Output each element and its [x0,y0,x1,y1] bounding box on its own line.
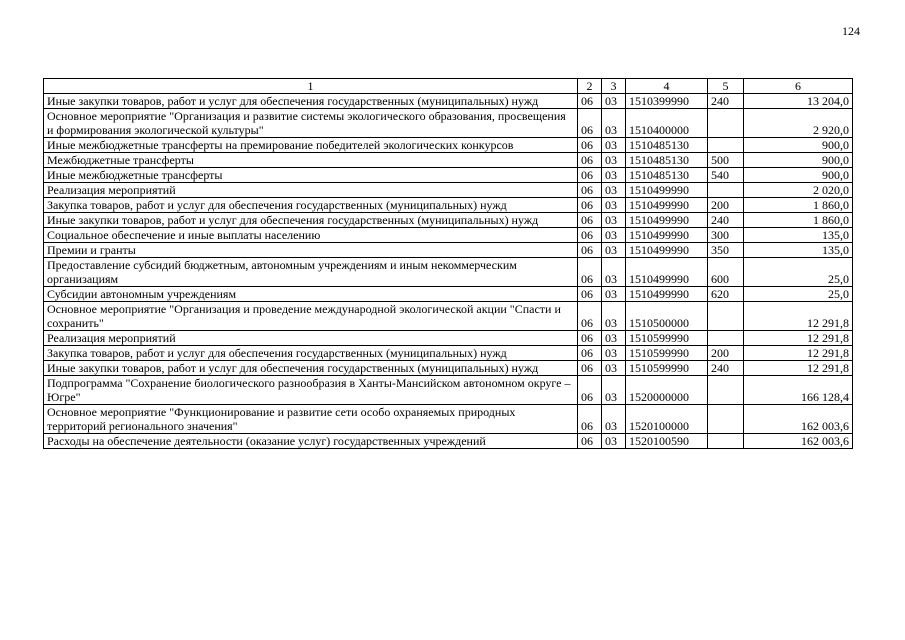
section-code-cell: 06 [578,109,602,138]
amount-cell: 166 128,4 [744,376,853,405]
item-name-cell: Реализация мероприятий [44,183,578,198]
expense-type-cell: 350 [708,243,744,258]
expense-type-cell: 240 [708,213,744,228]
table-row [44,346,853,361]
amount-cell: 162 003,6 [744,405,853,434]
table-row [44,183,853,198]
subsection-code-cell: 03 [602,153,626,168]
subsection-code-cell: 03 [602,302,626,331]
subsection-code-cell: 03 [602,213,626,228]
expense-type-cell: 600 [708,258,744,287]
subsection-code-cell: 03 [602,258,626,287]
subsection-code-cell: 03 [602,183,626,198]
column-header: 3 [602,79,626,94]
target-article-cell: 1510500000 [626,302,708,331]
section-code-cell: 06 [578,405,602,434]
expense-type-cell [708,109,744,138]
budget-table [43,78,853,449]
section-code-cell: 06 [578,168,602,183]
amount-cell: 900,0 [744,168,853,183]
section-code-cell: 06 [578,213,602,228]
item-name-cell: Основное мероприятие "Функционирование и развитие сети особо охраняемых природных территорий регионального значения" [44,405,578,434]
table-row [44,302,853,331]
item-name-cell: Реализация мероприятий [44,331,578,346]
section-code-cell: 06 [578,302,602,331]
expense-type-cell [708,405,744,434]
target-article-cell: 1510399990 [626,94,708,109]
subsection-code-cell: 03 [602,168,626,183]
section-code-cell: 06 [578,94,602,109]
amount-cell: 1 860,0 [744,198,853,213]
expense-type-cell: 620 [708,287,744,302]
item-name-cell: Субсидии автономным учреждениям [44,287,578,302]
section-code-cell: 06 [578,183,602,198]
section-code-cell: 06 [578,376,602,405]
table-row [44,361,853,376]
target-article-cell: 1510499990 [626,183,708,198]
expense-type-cell [708,331,744,346]
item-name-cell: Расходы на обеспечение деятельности (оказание услуг) государственных учреждений [44,434,578,449]
subsection-code-cell: 03 [602,243,626,258]
target-article-cell: 1510599990 [626,331,708,346]
expense-type-cell: 500 [708,153,744,168]
target-article-cell: 1520100590 [626,434,708,449]
subsection-code-cell: 03 [602,361,626,376]
subsection-code-cell: 03 [602,198,626,213]
section-code-cell: 06 [578,228,602,243]
expense-type-cell [708,434,744,449]
expense-type-cell [708,183,744,198]
item-name-cell: Закупка товаров, работ и услуг для обеспечения государственных (муниципальных) нужд [44,198,578,213]
target-article-cell: 1510499990 [626,213,708,228]
column-header: 5 [708,79,744,94]
expense-type-cell [708,302,744,331]
table-row [44,258,853,287]
table-row [44,94,853,109]
section-code-cell: 06 [578,346,602,361]
section-code-cell: 06 [578,198,602,213]
subsection-code-cell: 03 [602,405,626,434]
target-article-cell: 1510499990 [626,198,708,213]
item-name-cell: Межбюджетные трансферты [44,153,578,168]
item-name-cell: Премии и гранты [44,243,578,258]
amount-cell: 900,0 [744,153,853,168]
subsection-code-cell: 03 [602,331,626,346]
expense-type-cell: 200 [708,346,744,361]
amount-cell: 135,0 [744,228,853,243]
table-header-row [44,79,853,94]
item-name-cell: Предоставление субсидий бюджетным, автономным учреждениям и иным некоммерческим организациям [44,258,578,287]
section-code-cell: 06 [578,331,602,346]
table-row [44,109,853,138]
item-name-cell: Иные межбюджетные трансферты на премирование победителей экологических конкурсов [44,138,578,153]
amount-cell: 12 291,8 [744,331,853,346]
amount-cell: 12 291,8 [744,346,853,361]
item-name-cell: Закупка товаров, работ и услуг для обеспечения государственных (муниципальных) нужд [44,346,578,361]
section-code-cell: 06 [578,153,602,168]
section-code-cell: 06 [578,287,602,302]
section-code-cell: 06 [578,434,602,449]
item-name-cell: Подпрограмма "Сохранение биологического разнообразия в Ханты-Мансийском автономном округе – Югре" [44,376,578,405]
target-article-cell: 1510599990 [626,346,708,361]
target-article-cell: 1510499990 [626,243,708,258]
expense-type-cell [708,376,744,405]
section-code-cell: 06 [578,243,602,258]
expense-type-cell: 200 [708,198,744,213]
item-name-cell: Иные закупки товаров, работ и услуг для обеспечения государственных (муниципальных) нужд [44,361,578,376]
subsection-code-cell: 03 [602,138,626,153]
subsection-code-cell: 03 [602,376,626,405]
amount-cell: 900,0 [744,138,853,153]
target-article-cell: 1510499990 [626,228,708,243]
table-row [44,376,853,405]
target-article-cell: 1520100000 [626,405,708,434]
amount-cell: 2 020,0 [744,183,853,198]
table-body [44,94,853,449]
target-article-cell: 1510485130 [626,153,708,168]
table-row [44,138,853,153]
table-row [44,168,853,183]
column-header: 4 [626,79,708,94]
target-article-cell: 1510400000 [626,109,708,138]
item-name-cell: Основное мероприятие "Организация и развитие системы экологического образования, просвещения и формирования экологической культуры" [44,109,578,138]
item-name-cell: Иные межбюджетные трансферты [44,168,578,183]
table-row [44,405,853,434]
subsection-code-cell: 03 [602,109,626,138]
page-number: 124 [842,24,860,38]
expense-type-cell: 300 [708,228,744,243]
target-article-cell: 1510499990 [626,287,708,302]
expense-type-cell: 240 [708,94,744,109]
subsection-code-cell: 03 [602,434,626,449]
section-code-cell: 06 [578,258,602,287]
table-row [44,228,853,243]
table-row [44,287,853,302]
amount-cell: 12 291,8 [744,302,853,331]
table-row [44,331,853,346]
amount-cell: 1 860,0 [744,213,853,228]
table-row [44,213,853,228]
column-header: 6 [744,79,853,94]
amount-cell: 2 920,0 [744,109,853,138]
section-code-cell: 06 [578,361,602,376]
amount-cell: 25,0 [744,258,853,287]
table-row [44,434,853,449]
item-name-cell: Социальное обеспечение и иные выплаты населению [44,228,578,243]
item-name-cell: Иные закупки товаров, работ и услуг для обеспечения государственных (муниципальных) нужд [44,94,578,109]
expense-type-cell: 540 [708,168,744,183]
target-article-cell: 1510485130 [626,138,708,153]
subsection-code-cell: 03 [602,346,626,361]
column-header: 1 [44,79,578,94]
item-name-cell: Основное мероприятие "Организация и проведение международной экологической акции "Спасти и сохранить" [44,302,578,331]
table-row [44,198,853,213]
item-name-cell: Иные закупки товаров, работ и услуг для обеспечения государственных (муниципальных) нужд [44,213,578,228]
target-article-cell: 1510599990 [626,361,708,376]
amount-cell: 25,0 [744,287,853,302]
section-code-cell: 06 [578,138,602,153]
expense-type-cell [708,138,744,153]
target-article-cell: 1510485130 [626,168,708,183]
amount-cell: 12 291,8 [744,361,853,376]
target-article-cell: 1520000000 [626,376,708,405]
amount-cell: 162 003,6 [744,434,853,449]
subsection-code-cell: 03 [602,287,626,302]
target-article-cell: 1510499990 [626,258,708,287]
subsection-code-cell: 03 [602,94,626,109]
amount-cell: 13 204,0 [744,94,853,109]
column-header: 2 [578,79,602,94]
table-row [44,153,853,168]
subsection-code-cell: 03 [602,228,626,243]
table-row [44,243,853,258]
amount-cell: 135,0 [744,243,853,258]
expense-type-cell: 240 [708,361,744,376]
